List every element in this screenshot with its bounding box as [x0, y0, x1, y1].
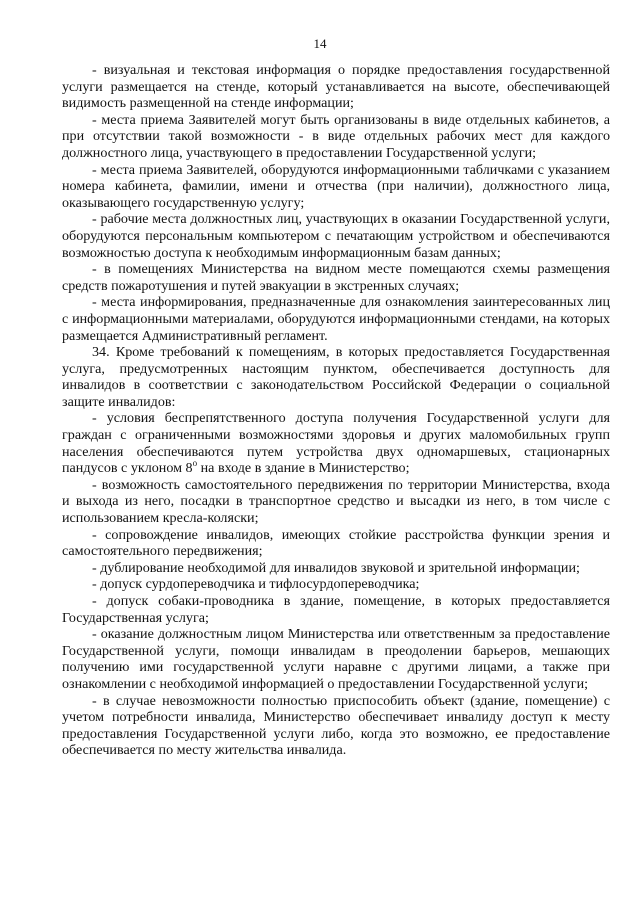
- paragraph-evacuation-schemes: - в помещениях Министерства на видном месте помещаются схемы размещения средств пожаротушения и путей эвакуации в экстренных случаях;: [62, 261, 610, 294]
- page-number: 14: [313, 36, 327, 51]
- paragraph-info-plates: - места приема Заявителей, оборудуются информационными табличками с указанием номера кабинета, фамилии, имени и отчества (при наличии), должностного лица, оказывающего государственную услугу;: [62, 161, 610, 211]
- document-body: [62, 62, 610, 759]
- paragraph-guide-dog: - допуск собаки-проводника в здание, помещение, в которых предоставляется Государственная услуга;: [62, 593, 610, 626]
- paragraph-duplication: - дублирование необходимой для инвалидов звуковой и зрительной информации;: [92, 559, 580, 576]
- paragraph-independent-movement: - возможность самостоятельного передвижения по территории Министерства, входа и выхода из него, посадки в транспортное средство и высадки из него, в том числе с использованием кресла-коляски;: [62, 476, 610, 527]
- paragraph-stand-info: - визуальная и текстовая информация о порядке предоставления государственной услуги размещается на стенде, который устанавливается на высоте, обеспечивающей видимость размещенной на стенде информации;: [62, 62, 610, 112]
- paragraph-info-stands: - места информирования, предназначенные для ознакомления заинтересованных лиц с информационными материалами, оборудуются информационными стендами, на которых размещается Административный регламент.: [62, 294, 610, 344]
- ramp-text-before: - условия беспрепятственного доступа получения Государственной услуги для граждан с ограниченными возможностями здоровья и других маломобильных групп населения обеспечиваются путем устройства двух одномаршевых, стационарных пандусов с уклоном 8: [62, 410, 610, 477]
- paragraph-ramps: [62, 410, 610, 476]
- paragraph-alternative-access: - в случае невозможности полностью приспособить объект (здание, помещение) с учетом потребности инвалида, Министерство обеспечивает инвалиду доступ к месту предоставления Государственной услуги либо, когда это возможно, ее предоставление обеспечивается по месту жительства инвалида.: [62, 692, 610, 759]
- paragraph-escort: - сопровождение инвалидов, имеющих стойкие расстройства функции зрения и самостоятельного передвижения;: [62, 526, 610, 560]
- degree-sign: о: [192, 458, 198, 469]
- paragraph-sign-interpreter: - допуск сурдопереводчика и тифлосурдопереводчика;: [92, 576, 420, 593]
- paragraph-assistance: - оказание должностным лицом Министерства или ответственным за предоставление Государственной услуги, помощи инвалидам в преодолении барьеров, мешающих получению ими государственной услуги наравне с другими лицами, а также при ознакомлении с необходимой информацией о предоставлении Государственной услуги;: [62, 626, 610, 692]
- ramp-text-after: на входе в здание в Министерство;: [197, 460, 410, 477]
- paragraph-item-34: 34. Кроме требований к помещениям, в которых предоставляется Государственная услуга, предусмотренных настоящим пунктом, обеспечивается доступность для инвалидов в соответствии с законодательством Российской Федерации о социальной защите инвалидов:: [62, 344, 610, 410]
- paragraph-reception-places: - места приема Заявителей могут быть организованы в виде отдельных кабинетов, а при отсутствии такой возможности - в виде отдельных рабочих мест для каждого должностного лица, участвующего в предоставлении Государственной услуги;: [62, 111, 610, 161]
- paragraph-workplaces: - рабочие места должностных лиц, участвующих в оказании Государственной услуги, оборудуются персональным компьютером с печатающим устройством и обеспечиваются возможностью доступа к необходимым информационным базам данных;: [62, 211, 610, 261]
